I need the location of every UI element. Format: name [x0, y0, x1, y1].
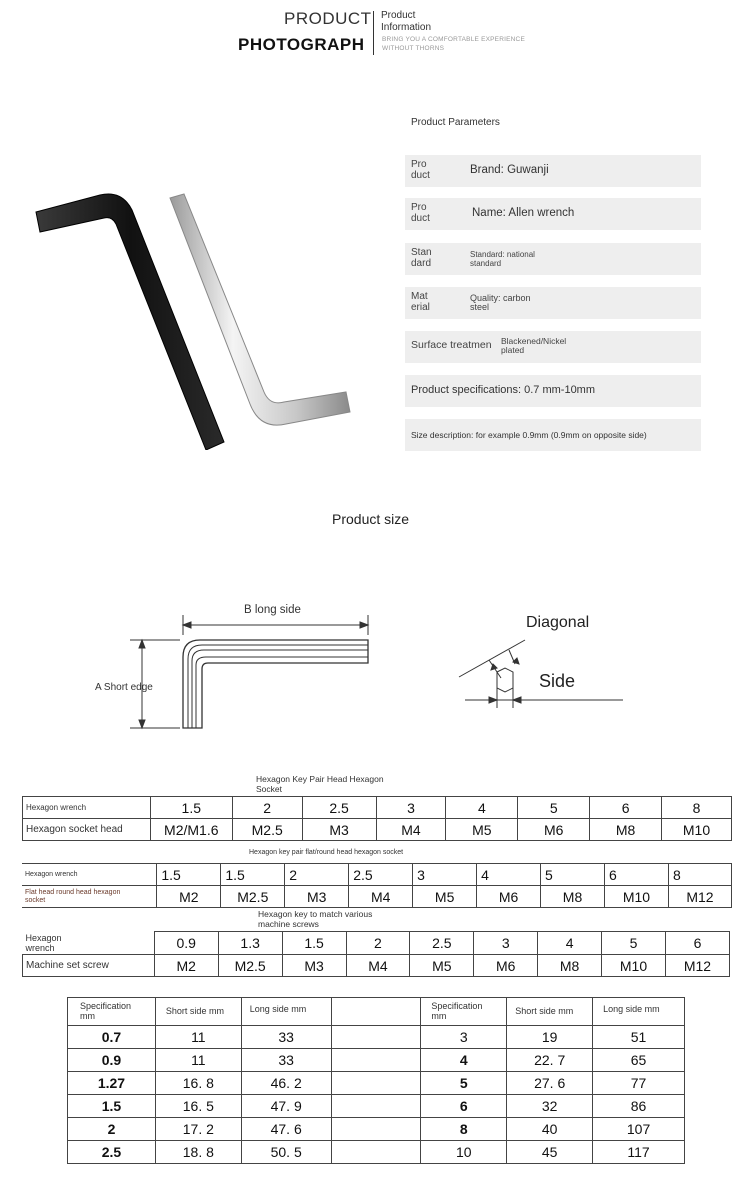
table-cell: 2.5 — [349, 864, 413, 886]
row-label: Hexagon wrench — [22, 864, 157, 886]
table-row — [22, 864, 732, 886]
spec-cell: 2.5 — [68, 1141, 156, 1164]
machine-screw-table — [22, 931, 730, 977]
table-cell: M5 — [410, 955, 474, 977]
header-long-side: Long side mm — [593, 998, 685, 1026]
table-cell: M3 — [285, 886, 349, 908]
param-value: Standard: national standard — [470, 250, 535, 268]
spec-cell: 8 — [421, 1118, 507, 1141]
table-cell: M5 — [446, 819, 518, 841]
table-cell: 5 — [518, 797, 590, 819]
short-cell: 32 — [507, 1095, 593, 1118]
table-cell: M12 — [665, 955, 729, 977]
short-cell: 16. 5 — [155, 1095, 241, 1118]
short-cell: 11 — [155, 1049, 241, 1072]
header-tagline2: WITHOUT THORNS — [382, 45, 445, 52]
table-row — [68, 1072, 685, 1095]
long-cell: 86 — [593, 1095, 685, 1118]
row-label: Hexagon socket head — [23, 819, 151, 841]
header-info-line1: Product — [381, 10, 416, 21]
row-label: Hexagon wrench — [23, 797, 151, 819]
spec-cell: 5 — [421, 1072, 507, 1095]
param-value: Quality: carbon steel — [470, 293, 531, 312]
short-edge-label: A Short edge — [95, 682, 153, 693]
param-label: Mat erial — [411, 291, 430, 313]
short-cell: 11 — [155, 1026, 241, 1049]
spec-cell: 0.7 — [68, 1026, 156, 1049]
table-cell: M2.5 — [218, 955, 282, 977]
empty-cell — [331, 1072, 421, 1095]
allen-wrench-photo — [28, 180, 368, 450]
row-label: Flat head round head hexagon socket — [22, 886, 157, 908]
long-cell: 51 — [593, 1026, 685, 1049]
table-cell: 6 — [590, 797, 662, 819]
table-cell: M8 — [590, 819, 662, 841]
table-cell: 8 — [662, 797, 732, 819]
param-value: Brand: Guwanji — [470, 164, 549, 176]
empty-cell — [331, 1049, 421, 1072]
spec-cell: 6 — [421, 1095, 507, 1118]
spec-cell: 3 — [421, 1026, 507, 1049]
table-cell: M3 — [302, 819, 376, 841]
header-photograph-word: PHOTOGRAPH — [238, 35, 365, 54]
param-full-text: Size description: for example 0.9mm (0.9mm on opposite side) — [411, 430, 647, 440]
table-row — [23, 932, 730, 955]
short-cell: 27. 6 — [507, 1072, 593, 1095]
header-specification: Specification mm — [421, 998, 507, 1026]
row-label: Hexagon wrench — [23, 932, 155, 955]
table-row — [22, 886, 732, 908]
parameters-title: Product Parameters — [411, 117, 500, 128]
table-row — [68, 1049, 685, 1072]
table-cell: M6 — [518, 819, 590, 841]
diagonal-label: Diagonal — [526, 614, 590, 631]
spec-cell: 0.9 — [68, 1049, 156, 1072]
table-cell: M2 — [154, 955, 218, 977]
table-cell: M5 — [413, 886, 477, 908]
table-cell: 0.9 — [154, 932, 218, 955]
hexagon-socket-table — [22, 796, 732, 841]
table-cell: M3 — [282, 955, 346, 977]
param-row-size-description — [405, 419, 701, 451]
table-cell: M2.5 — [221, 886, 285, 908]
table-cell: 6 — [665, 932, 729, 955]
flat-round-head-table — [22, 863, 732, 908]
empty-cell — [331, 1026, 421, 1049]
short-cell: 18. 8 — [155, 1141, 241, 1164]
long-cell: 77 — [593, 1072, 685, 1095]
table1-caption: Hexagon Key Pair Head Hexagon Socket — [256, 774, 384, 794]
table-cell: 2.5 — [302, 797, 376, 819]
table-row — [68, 1118, 685, 1141]
header-product-word: PRODUCT — [284, 9, 372, 28]
spec-cell: 1.5 — [68, 1095, 156, 1118]
short-cell: 22. 7 — [507, 1049, 593, 1072]
table-cell: M8 — [541, 886, 605, 908]
table-cell: M4 — [376, 819, 446, 841]
row-label: Machine set screw — [23, 955, 155, 977]
table-cell: 1.5 — [221, 864, 285, 886]
table-cell: M10 — [602, 955, 666, 977]
table-cell: M4 — [349, 886, 413, 908]
empty-cell — [331, 1118, 421, 1141]
table-row — [68, 1026, 685, 1049]
table-cell: M2.5 — [232, 819, 302, 841]
side-label: Side — [539, 671, 576, 691]
table-cell: 2 — [346, 932, 410, 955]
table-cell: M10 — [662, 819, 732, 841]
short-cell: 17. 2 — [155, 1118, 241, 1141]
short-cell: 45 — [507, 1141, 593, 1164]
param-row-surface — [405, 331, 701, 363]
table-cell: M6 — [474, 955, 538, 977]
table-cell: 1.5 — [157, 864, 221, 886]
param-row-specifications — [405, 375, 701, 407]
spec-cell: 2 — [68, 1118, 156, 1141]
table-row — [23, 797, 732, 819]
param-value: Name: Allen wrench — [472, 207, 575, 219]
header-divider — [373, 11, 374, 55]
table3-caption: Hexagon key to match various machine screws — [258, 909, 373, 929]
long-cell: 65 — [593, 1049, 685, 1072]
table-cell: 8 — [668, 864, 731, 886]
long-side-label: B long side — [244, 604, 301, 616]
long-cell: 33 — [241, 1049, 331, 1072]
table-header-row — [68, 998, 685, 1026]
long-cell: 46. 2 — [241, 1072, 331, 1095]
header-short-side: Short side mm — [155, 998, 241, 1026]
table-cell: 1.3 — [218, 932, 282, 955]
table-cell: M4 — [346, 955, 410, 977]
long-cell: 47. 6 — [241, 1118, 331, 1141]
empty-cell — [331, 1095, 421, 1118]
param-row-brand — [405, 155, 701, 187]
header-specification: Specification mm — [68, 998, 156, 1026]
param-value: Blackened/Nickel plated — [501, 336, 567, 355]
table-cell: 2 — [232, 797, 302, 819]
empty-cell — [331, 1141, 421, 1164]
long-cell: 47. 9 — [241, 1095, 331, 1118]
header-tagline1: BRING YOU A COMFORTABLE EXPERIENCE — [382, 36, 525, 43]
short-cell: 40 — [507, 1118, 593, 1141]
table-cell: M10 — [604, 886, 668, 908]
table-cell: 5 — [541, 864, 605, 886]
table-cell: 3 — [376, 797, 446, 819]
table-row — [68, 1095, 685, 1118]
wrench-dimension-diagram — [90, 595, 390, 735]
table-cell: M12 — [668, 886, 731, 908]
long-cell: 107 — [593, 1118, 685, 1141]
table-row — [23, 819, 732, 841]
table-row — [23, 955, 730, 977]
table-cell: M6 — [477, 886, 541, 908]
param-row-standard — [405, 243, 701, 275]
table-cell: 1.5 — [282, 932, 346, 955]
long-cell: 117 — [593, 1141, 685, 1164]
table2-caption: Hexagon key pair flat/round head hexagon socket — [249, 849, 404, 856]
table-cell: 2 — [285, 864, 349, 886]
product-size-title: Product size — [332, 511, 410, 527]
header-info-line2: Information — [381, 22, 432, 33]
param-label: Pro duct — [411, 202, 430, 224]
table-cell: M2 — [157, 886, 221, 908]
table-cell: 1.5 — [150, 797, 232, 819]
table-cell: M2/M1.6 — [150, 819, 232, 841]
table-cell: 3 — [413, 864, 477, 886]
table-cell: 4 — [538, 932, 602, 955]
spec-cell: 4 — [421, 1049, 507, 1072]
long-cell: 50. 5 — [241, 1141, 331, 1164]
param-label: Stan dard — [411, 247, 432, 269]
table-cell: 3 — [474, 932, 538, 955]
spec-cell: 1.27 — [68, 1072, 156, 1095]
empty-cell — [331, 998, 421, 1026]
short-cell: 19 — [507, 1026, 593, 1049]
table-cell: 4 — [446, 797, 518, 819]
long-cell: 33 — [241, 1026, 331, 1049]
param-full-text: Product specifications: 0.7 mm-10mm — [411, 384, 596, 396]
header-long-side: Long side mm — [241, 998, 331, 1026]
header-short-side: Short side mm — [507, 998, 593, 1026]
param-label: Surface treatmen — [411, 339, 492, 351]
param-row-material — [405, 287, 701, 319]
param-label: Pro duct — [411, 159, 430, 181]
table-cell: 4 — [477, 864, 541, 886]
table-cell: 5 — [602, 932, 666, 955]
table-cell: 2.5 — [410, 932, 474, 955]
table-cell: M8 — [538, 955, 602, 977]
table-row — [68, 1141, 685, 1164]
hex-cross-section-diagram — [455, 630, 635, 710]
param-row-name — [405, 198, 701, 230]
spec-cell: 10 — [421, 1141, 507, 1164]
specification-table — [67, 997, 685, 1164]
table-cell: 6 — [604, 864, 668, 886]
short-cell: 16. 8 — [155, 1072, 241, 1095]
